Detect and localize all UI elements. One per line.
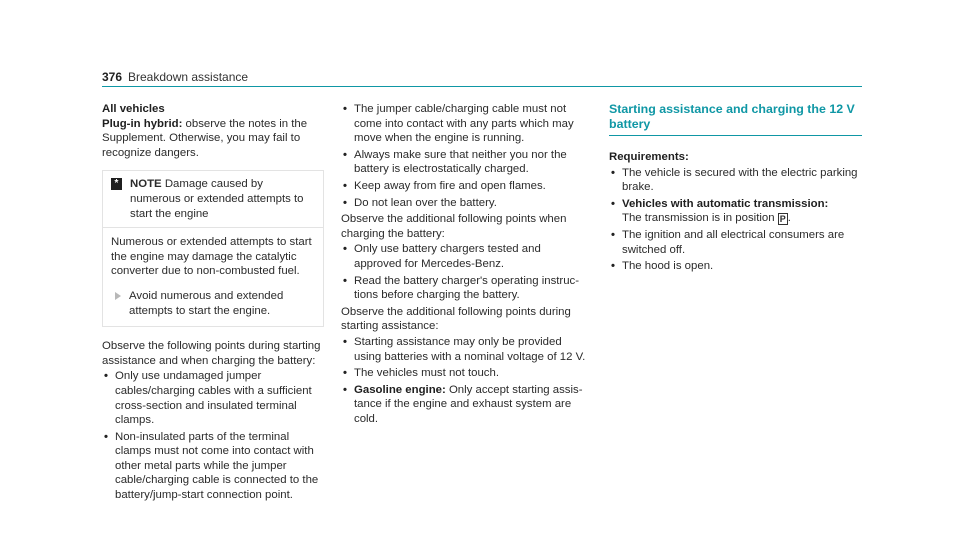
list-item: • Vehicles with automatic transmission: The transmission is in position P . [609, 197, 862, 226]
bullet-list [341, 102, 591, 210]
note-action [103, 285, 323, 326]
warning-icon: * [111, 178, 122, 190]
list-item: • Do not lean over the battery. [341, 196, 591, 211]
plugin-hybrid-text: observe the notes in the Supplement. Otherwise, you may fail to recognize dangers. [102, 117, 308, 159]
note-header [103, 171, 323, 228]
list-item: • Only use undamaged jumper cables/charging cables with a sufficient cross-section and insulated terminal clamps. [102, 369, 324, 427]
note-heading [130, 177, 315, 221]
note-title-text: Damage caused by numerous or extended attempts to start the engine [130, 178, 304, 220]
column-1 [102, 102, 324, 505]
note-body: Numerous or extended attempts to start the engine may damage the catalytic converter due to non-combusted fuel. [111, 236, 312, 278]
requirements-list [609, 166, 862, 274]
list-item: • The vehicles must not touch. [341, 366, 591, 381]
plugin-hybrid-label: Plug-in hybrid: [102, 117, 183, 130]
transmission-text: The transmission is in position [622, 212, 778, 225]
bullet-list [341, 242, 591, 302]
note-action-text: Avoid numerous and extended attempts to start the engine. [129, 289, 284, 317]
list-item: • Only use battery chargers tested and approved for Mercedes-Benz. [341, 242, 591, 271]
plugin-hybrid-note [102, 117, 324, 161]
header-divider [102, 86, 862, 87]
bullet-list [341, 335, 591, 427]
action-arrow-icon [115, 292, 121, 300]
gasoline-engine-label: Gasoline engine: [354, 383, 446, 396]
list-item: • Keep away from fire and open flames. [341, 179, 591, 194]
column-3 [609, 102, 862, 276]
section-title: Breakdown assistance [128, 70, 249, 84]
requirements-label: Requirements: [609, 151, 689, 163]
page-header [102, 70, 862, 86]
charging-intro: Observe the additional following points when charging the battery: [341, 213, 567, 240]
bullet-list [102, 369, 324, 502]
list-item: • The jumper cable/charging cable must not come into contact with any parts which may move when the engine is running. [341, 102, 591, 146]
gasoline-engine-text: Only accept starting assistance if the engine and exhaust system are cold. [354, 383, 583, 425]
page-number: 376 [102, 70, 123, 84]
heading-divider [609, 135, 862, 136]
list-item: • The hood is open. [609, 259, 862, 274]
list-item: • Read the battery charger's operating instructions before charging the battery. [341, 274, 591, 303]
list-item [341, 383, 591, 427]
list-item: • The vehicle is secured with the electric parking brake. [609, 166, 862, 195]
note-title: NOTE [130, 178, 162, 191]
note-box [102, 170, 324, 327]
intro-paragraph: Observe the following points during starting assistance and when charging the battery: [102, 340, 321, 367]
park-position-icon: P [779, 214, 786, 225]
list-item: • Starting assistance may only be provided using batteries with a nominal voltage of 12 V. [341, 335, 591, 364]
section-heading: Starting assistance and charging the 12 V battery [609, 102, 855, 131]
automatic-transmission-label: Vehicles with automatic transmission: [622, 197, 829, 210]
list-item: • Non-insulated parts of the terminal clamps must not come into contact with other metal parts while the jumper cable/charging cable is connected to the battery/jump-start connection point. [102, 430, 324, 503]
column-2 [341, 102, 591, 428]
list-item: • The ignition and all electrical consumers are switched off. [609, 228, 862, 257]
list-item: • Always make sure that neither you nor the battery is electrostatically charged. [341, 148, 591, 177]
starting-intro: Observe the additional following points during starting assistance: [341, 305, 571, 333]
all-vehicles-heading: All vehicles [102, 103, 165, 115]
